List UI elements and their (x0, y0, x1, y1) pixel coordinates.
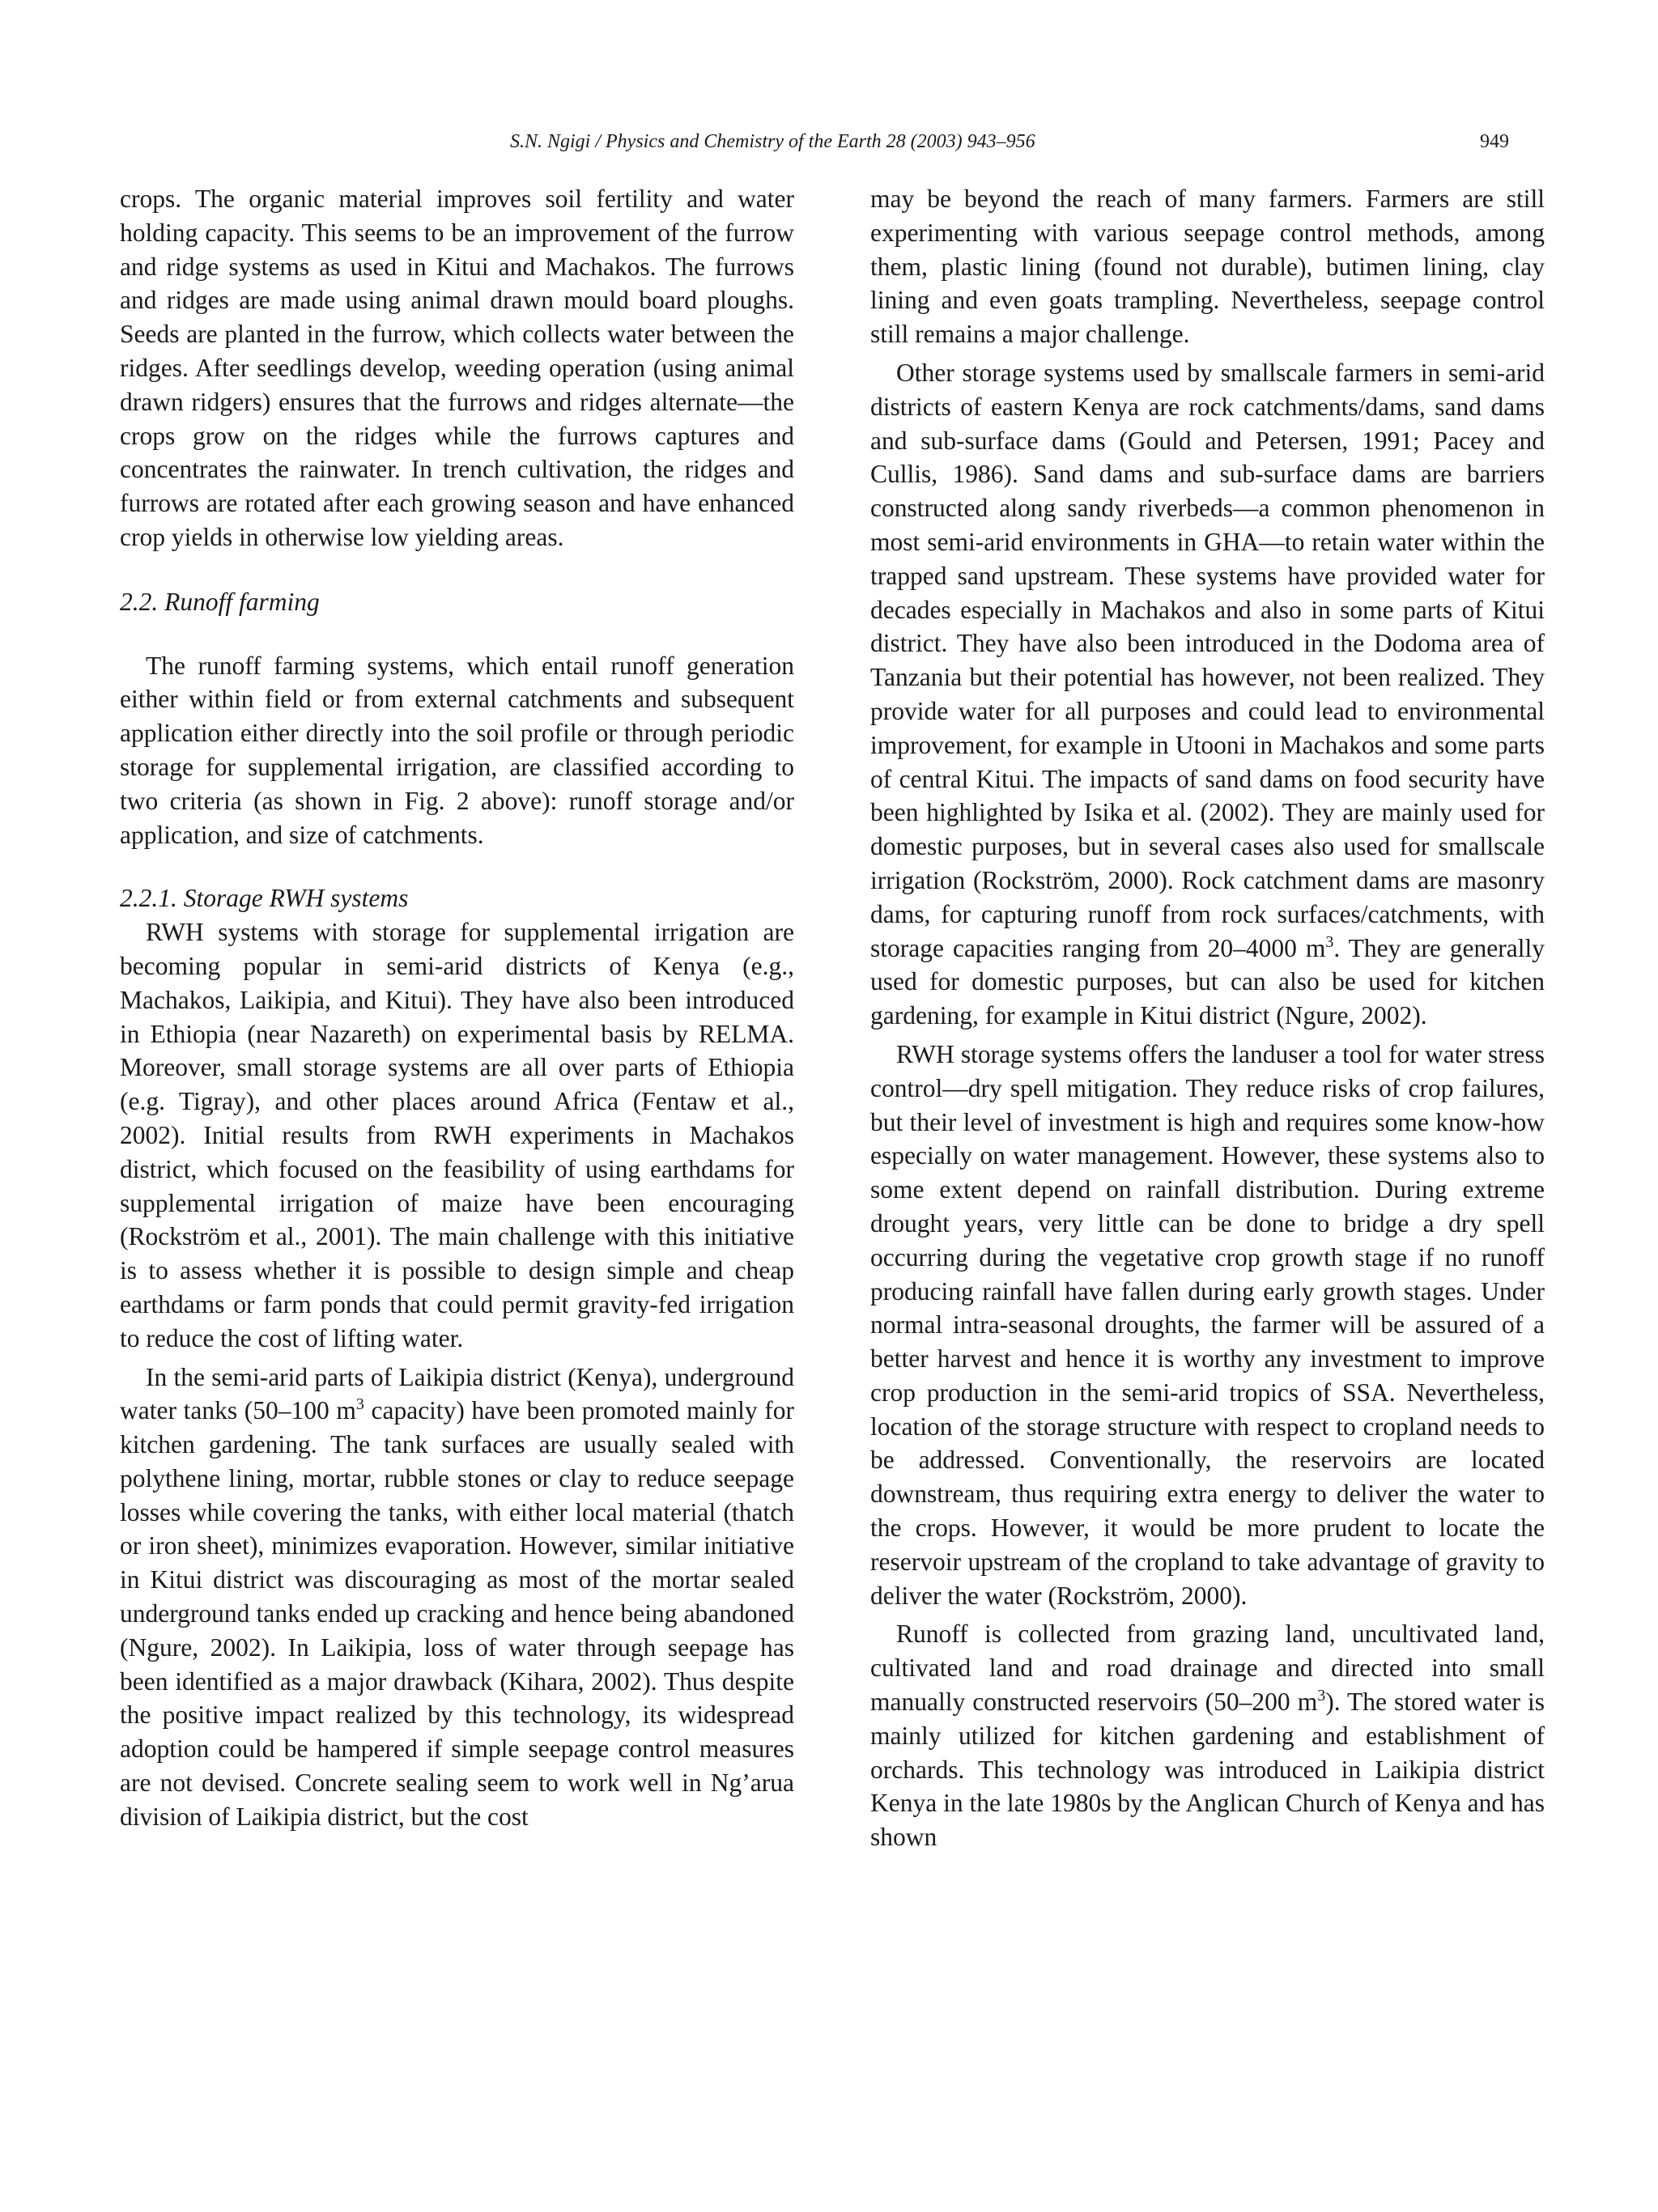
text-run: . They are generally used for domestic purposes, but can also be used for kitchen gardening, for example in Kitui district (Ngure, 2002). (870, 933, 1545, 1030)
paragraph: crops. The organic material improves soil fertility and water holding capacity. This seems to be an improvement of the furrow and ridge systems as used in Kitui and Machakos. The furrows and ridges are made using animal drawn mould board ploughs. Seeds are planted in the furrow, which collects water between the ridges. After seedlings develop, weeding operation (using animal drawn ridgers) ensures that the furrows and ridges alternate—the crops grow on the ridges while the furrows captures and concentrates the rainwater. In trench cultivation, the ridges and furrows are rotated after each growing season and have enhanced crop yields in otherwise low yielding areas. (120, 185, 794, 551)
paragraph (120, 1361, 794, 1834)
superscript: 3 (355, 1395, 364, 1414)
paragraph (870, 356, 1545, 1033)
paragraph: RWH systems with storage for supplemental irrigation are becoming popular in semi-arid districts of Kenya (e.g., Machakos, Laikipia, and Kitui). They have also been introduced in Ethiopia (near Nazareth) on experimental basis by RELMA. Moreover, small storage systems are all over parts of Ethiopia (e.g. Tigray), and other places around Africa (Fentaw et al., 2002). Initial results from RWH experiments in Machakos district, which focused on the feasibility of using earthdams for supplemental irrigation of maize have been encouraging (Rockström et al., 2001). The main challenge with this initiative is to assess whether it is possible to design simple and cheap earthdams or farm ponds that could permit gravity-fed irrigation to reduce the cost of lifting water. (120, 918, 794, 1352)
section-heading: 2.2. Runoff farming (120, 587, 320, 616)
text-run: Other storage systems used by smallscale farmers in semi-arid districts of eastern Kenya are rock catchments/dams, sand dams and sub-surface dams (Gould and Petersen, 1991; Pacey and Cullis, 1986). Sand dams and sub-surface dams are barriers constructed along sandy riverbeds—a common phenomenon in most semi-arid environments in GHA—to retain water within the trapped sand upstream. These systems have provided water for decades especially in Machakos and also in some parts of Kitui district. They have also been introduced in the Dodoma area of Tanzania but their potential has however, not been realized. They provide water for all purposes and could lead to environmental improvement, for example in Utooni in Machakos and some parts of central Kitui. The impacts of sand dams on food security have been highlighted by Isika et al. (2002). They are mainly used for domestic purposes, but in several cases also used for smallscale irrigation (Rockström, 2000). Rock catchment dams are masonry dams, for capturing runoff from rock surfaces/catchments, with storage capacities ranging from 20–4000 m (870, 358, 1545, 962)
text-run: ). The stored water is mainly utilized for kitchen gardening and establishment of orchards. This technology was introduced in Laikipia district Kenya in the late 1980s by the Anglican Church of Kenya and has shown (870, 1688, 1545, 1852)
right-column (870, 182, 1545, 1854)
subsection-heading: 2.2.1. Storage RWH systems (120, 884, 409, 913)
superscript: 3 (1325, 932, 1334, 951)
page-number: 949 (1480, 131, 1509, 152)
left-column (120, 182, 794, 1834)
text-run: In the semi-arid parts of Laikipia district (Kenya), underground water tanks (50–100 m (120, 1362, 794, 1425)
running-title: S.N. Ngigi / Physics and Chemistry of the Earth 28 (2003) 943–956 (510, 131, 1035, 152)
running-header (0, 131, 1658, 163)
paragraph (870, 1617, 1545, 1854)
paragraph: The runoff farming systems, which entail runoff generation either within field or from external catchments and subsequent application either directly into the soil profile or through periodic storage for supplemental irrigation, are classified according to two criteria (as shown in Fig. 2 above): runoff storage and/or application, and size of catchments. (120, 651, 794, 849)
superscript: 3 (1317, 1687, 1326, 1705)
text-run: Runoff is collected from grazing land, uncultivated land, cultivated land and road drainage and directed into small manually constructed reservoirs (50–200 m (870, 1620, 1545, 1717)
paragraph: RWH storage systems offers the landuser a tool for water stress control—dry spell mitigation. They reduce risks of crop failures, but their level of investment is high and requires some know-how especially on water management. However, these systems also to some extent depend on rainfall distribution. During extreme drought years, very little can be done to bridge a dry spell occurring during the vegetative crop growth stage if no runoff producing rainfall have fallen during early growth stages. Under normal intra-seasonal droughts, the farmer will be assured of a better harvest and hence it is worthy any investment to improve crop production in the semi-arid tropics of SSA. Nevertheless, location of the storage structure with respect to cropland needs to be addressed. Conventionally, the reservoirs are located downstream, thus requiring extra energy to deliver the water to the crops. However, it would be more prudent to locate the reservoir upstream of the cropland to take advantage of gravity to deliver the water (Rockström, 2000). (870, 1039, 1545, 1610)
paragraph: may be beyond the reach of many farmers. Farmers are still experimenting with various seepage control methods, among them, plastic lining (found not durable), butimen lining, clay lining and even goats trampling. Nevertheless, seepage control still remains a major challenge. (870, 185, 1545, 349)
text-run: capacity) have been promoted mainly for kitchen gardening. The tank surfaces are usually sealed with polythene lining, mortar, rubble stones or clay to reduce seepage losses while covering the tanks, with either local material (thatch or iron sheet), minimizes evaporation. However, similar initiative in Kitui district was discouraging as most of the mortar sealed underground tanks ended up cracking and hence being abandoned (Ngure, 2002). In Laikipia, loss of water through seepage has been identified as a major drawback (Kihara, 2002). Thus despite the positive impact realized by this technology, its widespread adoption could be hampered if simple seepage control measures are not devised. Concrete sealing seem to work well in Ng’arua division of Laikipia district, but the cost (120, 1396, 794, 1831)
